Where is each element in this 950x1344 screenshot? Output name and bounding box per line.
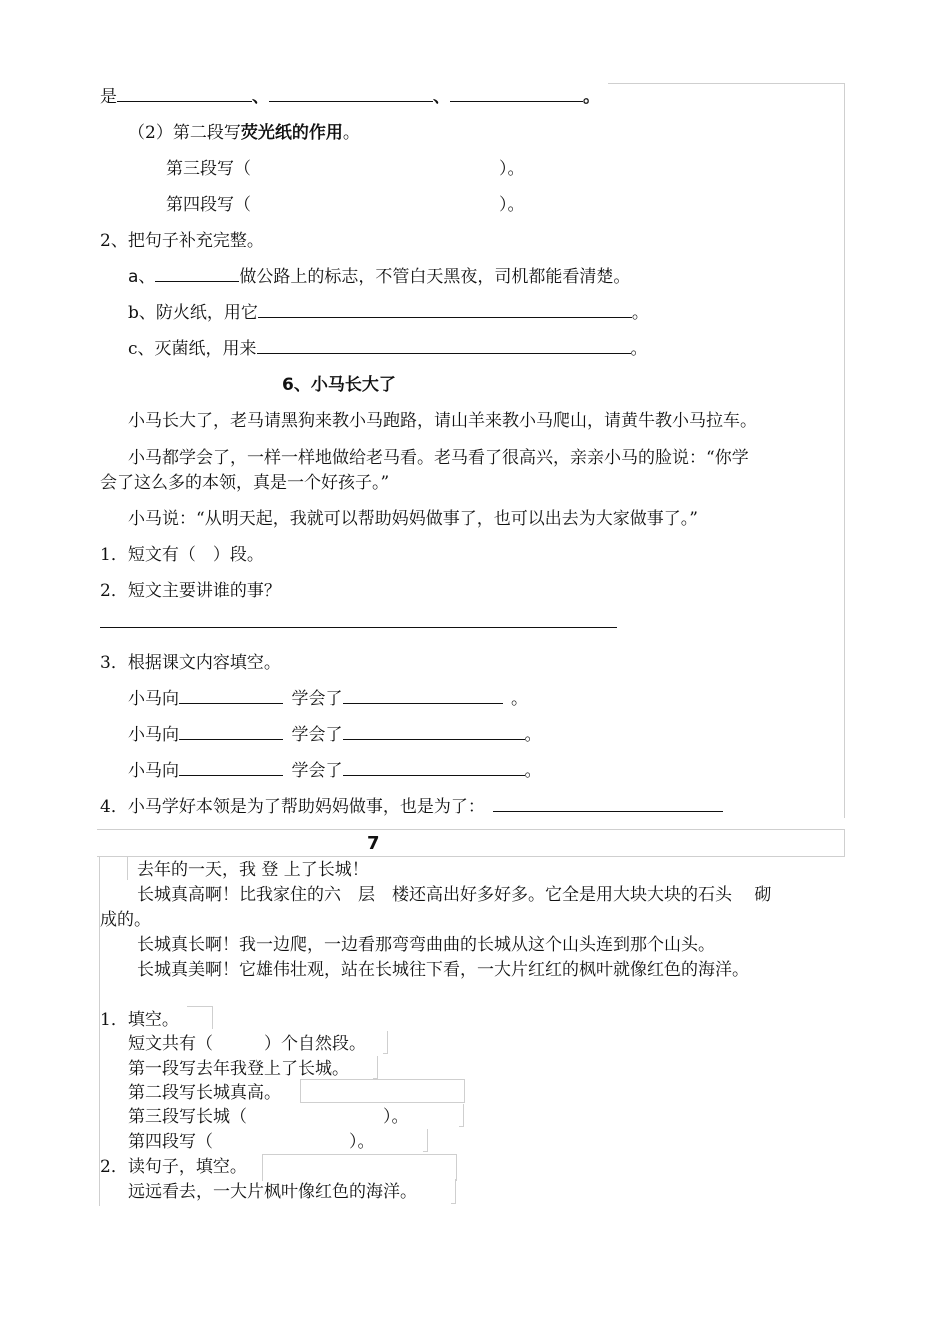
q7-2a-box [451,1179,456,1204]
fill-row-1-teacher-blank[interactable] [179,688,283,704]
section-divider-top [97,829,844,830]
section-divider-bottom [97,856,844,857]
passage-7-line-5: 长城真美啊！它雄伟壮观，站在长城往下看，一大片红红的枫叶就像红色的海洋。 [137,960,749,980]
fill-row-3-teacher-blank[interactable] [179,760,283,776]
story-paragraph-2a: 小马都学会了，一样一样地做给老马看。老马看了很高兴，亲亲小马的脸说：“你学 [128,448,749,468]
question-6-4-blank[interactable] [493,796,723,812]
sentence-a-blank[interactable] [155,266,239,282]
section-6-title: 6、小马长大了 [282,375,396,395]
question-7-1a: 短文共有（ ）个自然段。 [128,1034,366,1054]
q7-2-box [262,1154,457,1181]
question-6-3: 3．根据课文内容填空。 [100,653,281,673]
question-6-1: 1．短文有（ ）段。 [100,545,264,565]
frame-line-inner [127,856,128,880]
question-para4: 第四段写（ ）。 [166,195,525,215]
story-paragraph-1: 小马长大了，老马请黑狗来教小马跑路，请山羊来教小马爬山，请黄牛教小马拉车。 [128,411,757,431]
sentence-b: b、防火纸，用它 。 [128,303,649,323]
sentence-b-blank[interactable] [258,302,632,318]
question-6-4: 4．小马学好本领是为了帮助妈妈做事，也是为了： [100,795,723,819]
answer-line-6-2[interactable] [100,627,617,628]
fill-row-1-skill-blank[interactable] [343,688,503,704]
fill-row-3: 小马向 学会了 。 [128,761,542,781]
question-7-1-box [187,1006,213,1029]
question-7-1d: 第三段写长城（ ）。 [128,1107,409,1127]
answer-line-intro: 是 、 、 。 [100,87,600,107]
question-para3: 第三段写（ ）。 [166,159,525,179]
frame-line-right [844,83,845,818]
frame-line-right-lower [844,829,845,857]
fill-row-2-skill-blank[interactable] [343,724,525,740]
question-7-2a: 远远看去，一大片枫叶像红色的海洋。 [128,1182,417,1202]
blank-1[interactable] [117,86,252,102]
frame-line-top [608,83,844,84]
fill-row-3-skill-blank[interactable] [343,760,525,776]
sentence-c: c、灭菌纸，用来 。 [128,339,648,359]
fill-row-1: 小马向 学会了 。 [128,689,528,709]
question-7-1e: 第四段写（ ）。 [128,1132,375,1152]
question-7-1c: 第二段写长城真高。 [128,1083,281,1103]
question-para2: （2）第二段写荧光纸的作用。 [128,123,360,143]
blank-3[interactable] [450,86,583,102]
blank-2[interactable] [269,86,433,102]
question-7-2: 2．读句子，填空。 [100,1157,247,1177]
question-6-2: 2．短文主要讲谁的事？ [100,581,281,601]
story-paragraph-3: 小马说：“从明天起，我就可以帮助妈妈做事了，也可以出去为大家做事了。” [128,509,698,529]
question-2-heading: 2、把句子补充完整。 [100,231,264,251]
q7-1b-box [373,1056,378,1079]
q7-1e-box [423,1129,428,1152]
story-paragraph-2b: 会了这么多的本领，真是一个好孩子。” [100,473,390,493]
q7-1a-box [383,1031,388,1054]
sentence-c-blank[interactable] [257,338,631,354]
section-7-number: 7 [367,833,380,854]
passage-7-line-2: 长城真高啊！比我家住的六 层 楼还高出好多好多。它全是用大块大块的石头 砌 [137,885,772,905]
passage-7-line-1: 去年的一天，我 登 上了长城！ [137,860,369,880]
question-7-1: 1．填空。 [100,1010,179,1030]
question-7-1b: 第一段写去年我登上了长城。 [128,1059,349,1079]
fill-row-2: 小马向 学会了 。 [128,725,542,745]
q7-1c-box [300,1079,465,1103]
passage-7-line-3: 成的。 [100,910,151,930]
fill-row-2-teacher-blank[interactable] [179,724,283,740]
sentence-a: a、 做公路上的标志，不管白天黑夜，司机都能看清楚。 [128,267,631,287]
q7-1d-box [459,1104,464,1127]
passage-7-line-4: 长城真长啊！我一边爬，一边看那弯弯曲曲的长城从这个山头连到那个山头。 [137,935,715,955]
